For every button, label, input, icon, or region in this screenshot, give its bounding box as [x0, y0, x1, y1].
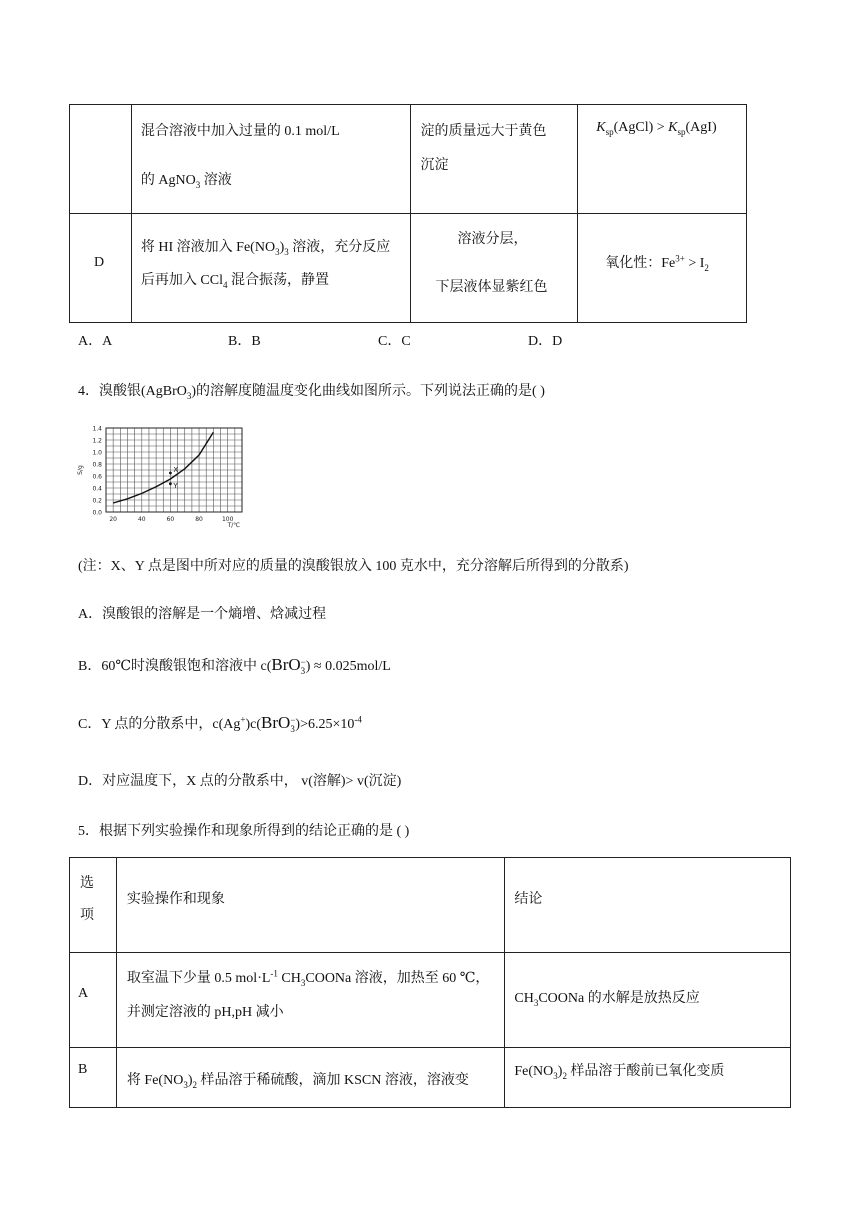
x-tick-label: 80 — [195, 516, 203, 523]
operation-line: 的 AgNO$_3$ 溶液 — [140, 173, 232, 190]
operation-cell — [131, 214, 411, 323]
conclusion-cell — [505, 1048, 791, 1108]
table2-row-b — [70, 1048, 791, 1108]
conclusion-text: 氧化性：$Fe^{3+} > I_2$ — [605, 253, 709, 273]
conclusion-cell — [505, 953, 791, 1048]
operation-line: 将 HI 溶液加入 $Fe(NO_3)_3$ 溶液，充分反应 — [140, 240, 391, 257]
y-tick-label: 0.8 — [92, 461, 102, 469]
operation-cell — [116, 953, 504, 1048]
conclusion-cell — [578, 214, 747, 323]
conclusion-text: $Fe(NO_3)_2$ 样品溶于酸前已氧化变质 — [514, 1064, 725, 1081]
y-axis-label: S/g — [77, 465, 84, 475]
table2-header-row — [70, 858, 791, 953]
conclusion-text: $CH_3COONa$ 的水解是放热反应 — [514, 991, 700, 1008]
experiment-table-1 — [69, 104, 747, 323]
q4-note: (注：X、Y 点是图中所对应的质量的溴酸银放入 100 克水中，充分溶解后所得到的分散系) — [78, 559, 629, 574]
conclusion-text: $K_{sp}(AgCl) > K_{sp}(AgI)$ — [596, 120, 717, 137]
operation-line: 后再加入 CCl$_4$ 混合振荡，静置 — [140, 273, 329, 290]
phenomenon-line: 沉淀 — [420, 158, 449, 173]
solubility-chart — [72, 420, 262, 530]
x-tick-label: 20 — [109, 516, 117, 523]
operation-cell — [131, 105, 411, 214]
phenomenon-line: 下层液体显紫红色 — [435, 280, 548, 295]
header-operation: 实验操作和现象 — [116, 858, 504, 953]
q3-option-c: C．C — [378, 334, 411, 349]
conclusion-cell — [578, 105, 747, 214]
phenomenon-cell — [411, 105, 578, 214]
operation-line: 并测定溶液的 pH,pH 减小 — [126, 1005, 284, 1020]
x-tick-label: 100 — [221, 516, 234, 523]
row-label: B — [70, 1048, 117, 1108]
point-label-x: X — [173, 466, 179, 474]
header-option: 选 项 — [70, 858, 117, 953]
experiment-table-2 — [69, 857, 791, 1108]
y-tick-label: 0.6 — [92, 473, 102, 481]
point-y — [169, 482, 172, 485]
table1-row-c — [70, 105, 747, 214]
operation-line: 取室温下少量 0.5 $mol\cdot L^{-1}$ $CH_3COONa$ 溶液，加热至 60 ℃， — [126, 968, 490, 988]
operation-line: 将 $Fe(NO_3)_2$ 样品溶于稀硫酸，滴加 KSCN 溶液，溶液变 — [126, 1073, 469, 1090]
point-label-y: Y — [173, 481, 178, 490]
q3-option-a: A．A — [78, 334, 113, 349]
q3-option-d: D．D — [528, 334, 563, 349]
y-tick-label: 1.2 — [92, 437, 102, 445]
point-x — [169, 472, 172, 475]
table1-row-d — [70, 214, 747, 323]
y-tick-label: 1.4 — [92, 425, 102, 433]
q4-option-a: A．溴酸银的溶解是一个熵增、焓减过程 — [78, 607, 327, 622]
y-tick-label: 1.0 — [92, 449, 102, 457]
y-tick-label: 0.4 — [92, 485, 102, 493]
phenomenon-cell — [411, 214, 578, 323]
table2-row-a — [70, 953, 791, 1048]
row-label — [70, 105, 132, 214]
header-conclusion: 结论 — [505, 858, 791, 953]
phenomenon-line: 淀的质量远大于黄色 — [420, 124, 547, 139]
solubility-chart-svg — [72, 420, 262, 530]
x-tick-label: 40 — [137, 516, 146, 523]
q4-option-b: B．60℃时溴酸银饱和溶液中 c(BrO − 3 ) ≈ 0.025mol/L — [78, 655, 391, 676]
phenomenon-line: 溶液分层， — [457, 232, 528, 247]
x-tick-label: 60 — [166, 516, 175, 523]
operation-line: 混合溶液中加入过量的 0.1 mol/L — [140, 124, 340, 139]
q4-option-c: C．Y 点的分散系中，c(Ag+)c(BrO − 3 )$>6.25\times 10^{-4}$ — [78, 713, 362, 734]
row-label: D — [70, 214, 132, 323]
y-tick-label: 0.2 — [92, 497, 102, 505]
q4-option-d: D．对应温度下，X 点的分散系中， v(溶解)> v(沉淀) — [78, 774, 402, 789]
q5-stem: 5．根据下列实验操作和现象所得到的结论正确的是 ( ) — [78, 824, 410, 839]
y-tick-label: 0.0 — [92, 509, 102, 517]
row-label: A — [70, 953, 117, 1048]
q4-stem: 4．溴酸银(AgBrO$_3$)的溶解度随温度变化曲线如图所示。下列说法正确的是( ) — [78, 384, 545, 401]
q3-option-b: B．B — [228, 334, 261, 349]
x-axis-label: T/℃ — [227, 522, 240, 529]
operation-cell — [116, 1048, 504, 1108]
